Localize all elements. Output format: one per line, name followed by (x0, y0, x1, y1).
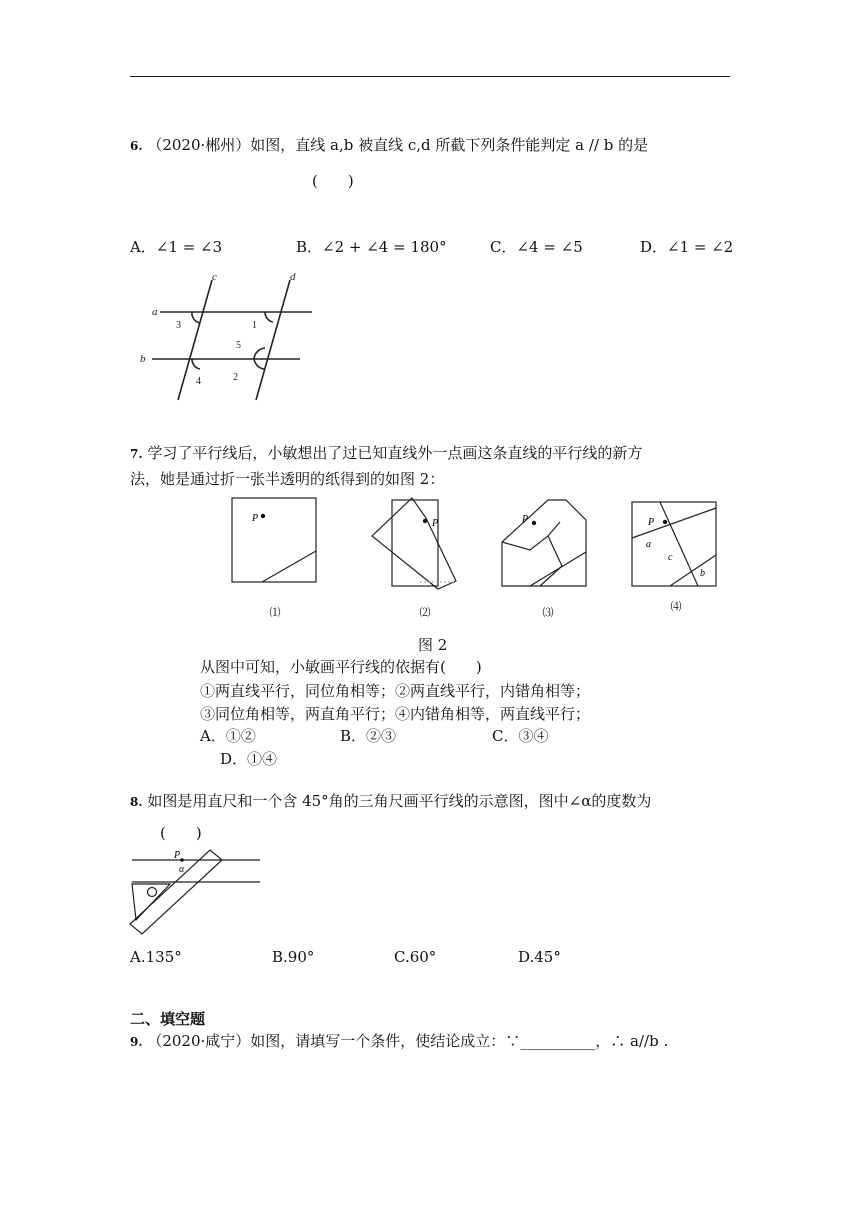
q9-number: 9. (130, 1035, 143, 1049)
q8-stem: 如图是用直尺和一个含 45°角的三角尺画平行线的示意图，图中∠α的度数为 (147, 792, 652, 810)
fig4-label-b: b (700, 568, 705, 579)
q7-stem1: 学习了平行线后，小敏想出了过已知直线外一点画这条直线的平行线的新方 (147, 444, 643, 462)
q7-option-d: D．①④ (220, 750, 278, 768)
section-title: 二、填空题 (130, 1010, 206, 1028)
label-a: a (152, 306, 158, 318)
q7-figure-4 (630, 500, 720, 590)
q7-caption-4: ⑷ (670, 600, 682, 613)
angle-5-arc (254, 348, 265, 359)
q7-caption-1: ⑴ (269, 606, 281, 619)
angle-1-arc (265, 312, 273, 322)
q7-figure-3 (500, 496, 590, 590)
label-angle-4: 4 (196, 376, 201, 387)
q7-stem-line2: 法，她是通过折一张半透明的纸得到的如图 2： (130, 470, 445, 488)
q7-line1: ①两直线平行，同位角相等；②两直线平行，内错角相等； (200, 682, 591, 700)
q8-option-a: A.135° (130, 948, 182, 966)
q7-stem-line1 (130, 442, 642, 465)
q8-stem-line (130, 790, 651, 813)
q7-figure-caption: 图 2 (418, 636, 448, 654)
label-angle-2: 2 (233, 372, 238, 383)
header-rule (130, 76, 730, 77)
q9-stem: （2020·咸宁）如图，请填写一个条件，使结论成立：∵__________，∴ a//b . (147, 1032, 669, 1050)
q7-option-a: A．①② (200, 727, 256, 745)
q8-figure (128, 846, 264, 936)
fig2-label-P: P (432, 518, 439, 529)
angle-3-arc (192, 312, 200, 323)
fig4-label-P: P (648, 517, 655, 528)
label-angle-5: 5 (236, 340, 241, 351)
straight-ruler (130, 850, 222, 934)
q8-option-d: D.45° (518, 948, 561, 966)
q6-number: 6. (130, 139, 143, 153)
q6-option-b: B．∠2 + ∠4 = 180° (296, 238, 447, 256)
q8-number: 8. (130, 795, 143, 809)
q6-stem: （2020·郴州）如图，直线 a,b 被直线 c,d 所截下列条件能判定 a // b 的是 (147, 136, 649, 154)
q7-figure-2 (368, 496, 464, 592)
line-d (256, 280, 290, 400)
angle-4-arc (192, 359, 200, 369)
q7-option-c: C．③④ (492, 727, 549, 745)
q8-label-P: P (174, 850, 181, 861)
label-angle-3: 3 (176, 320, 181, 331)
fig1-label-P: P (252, 513, 259, 524)
angle-2-arc (254, 359, 264, 369)
line-c (178, 280, 212, 400)
q8-blank: ( ) (160, 824, 202, 842)
q8-option-c: C.60° (394, 948, 437, 966)
q6-option-d: D．∠1 = ∠2 (640, 238, 734, 256)
q6-stem-line (130, 134, 648, 157)
fig3-label-P: P (522, 514, 529, 525)
q6-option-c: C．∠4 = ∠5 (490, 238, 583, 256)
label-b: b (140, 353, 146, 365)
q8-label-alpha: α (179, 864, 185, 875)
q7-caption-2: ⑵ (419, 606, 431, 619)
q6-figure (130, 268, 330, 408)
q9-stem-line (130, 1030, 668, 1053)
fig4-label-a: a (646, 539, 651, 550)
triangle-hole (148, 888, 157, 897)
fig4-label-c: c (668, 552, 673, 563)
label-d: d (290, 271, 296, 283)
q7-line2: ③同位角相等，两直角平行；④内错角相等，两直线平行； (200, 705, 591, 723)
q7-number: 7. (130, 447, 143, 461)
triangle-ruler (132, 884, 170, 920)
q6-option-a: A．∠1 = ∠3 (130, 238, 223, 256)
q7-figure-1 (230, 496, 320, 586)
q7-caption-3: ⑶ (542, 606, 554, 619)
q8-option-b: B.90° (272, 948, 315, 966)
q6-blank: ( ) (312, 172, 354, 190)
label-angle-1: 1 (252, 320, 257, 331)
q7-question: 从图中可知，小敏画平行线的依据有( ) (200, 658, 482, 676)
label-c: c (212, 271, 217, 283)
q7-option-b: B．②③ (340, 727, 397, 745)
